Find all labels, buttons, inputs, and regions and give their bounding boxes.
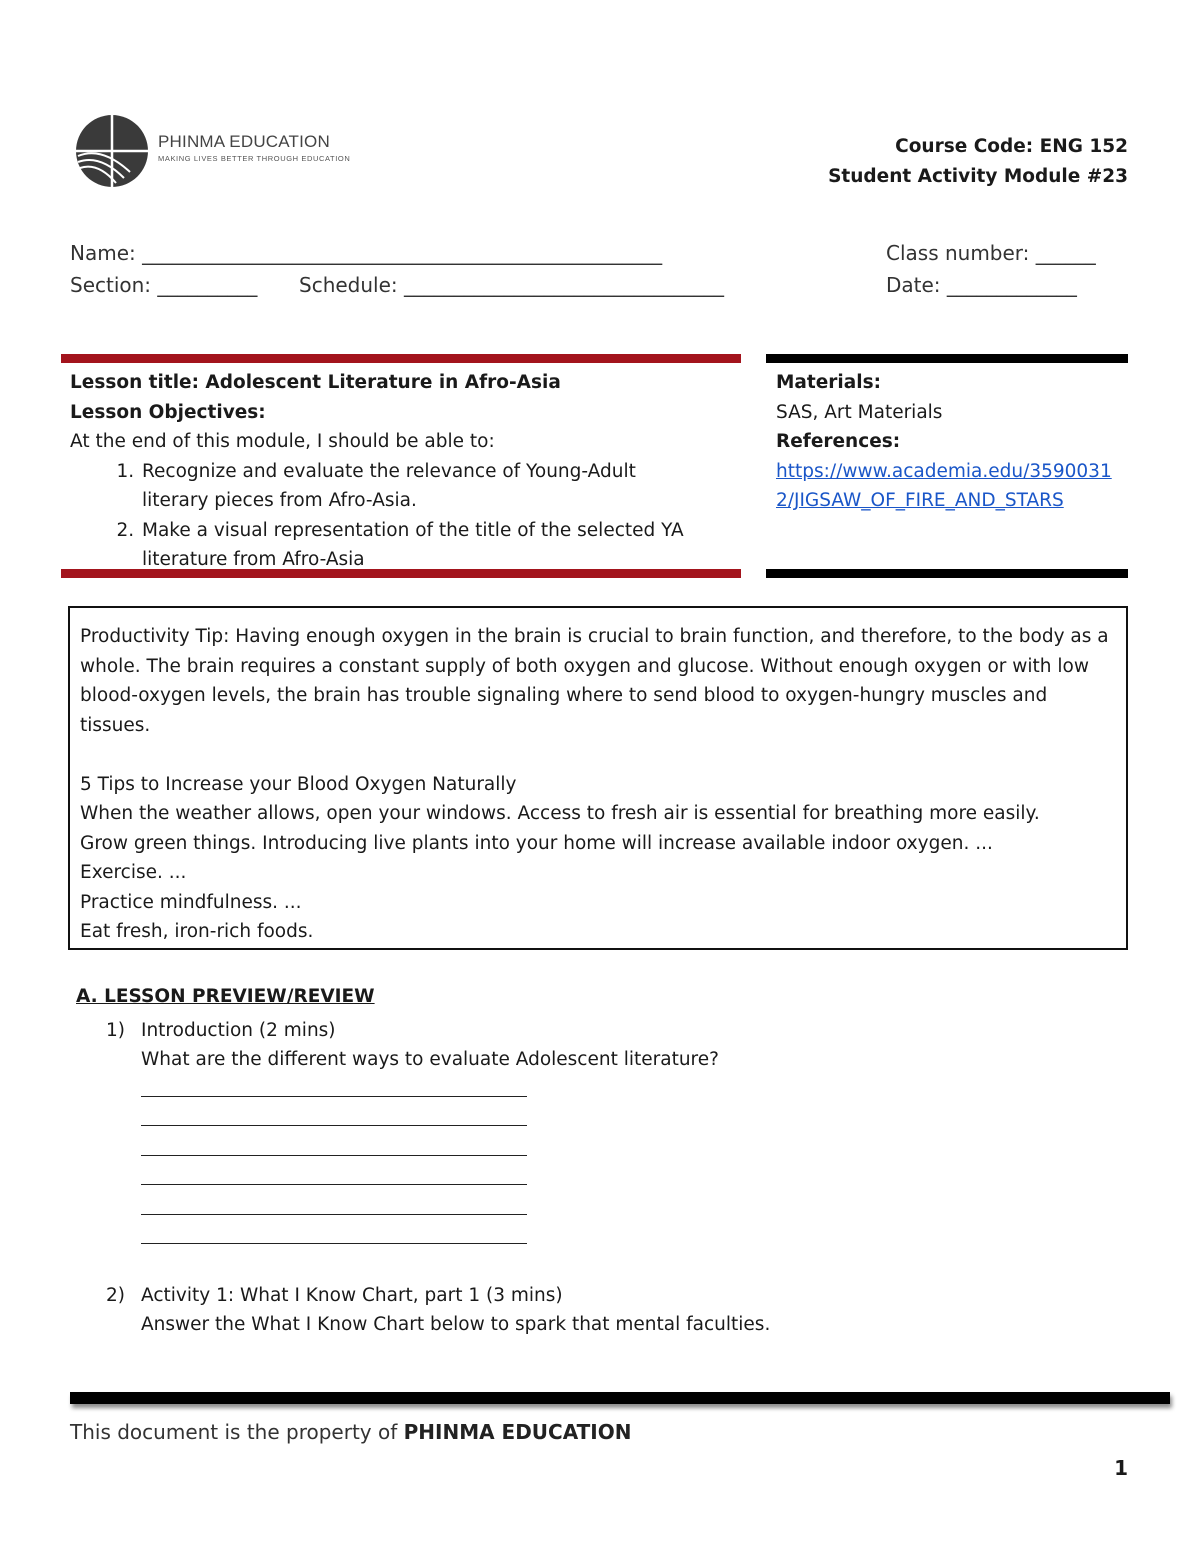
answer-line[interactable]	[141, 1155, 527, 1156]
logo-tagline: MAKING LIVES BETTER THROUGH EDUCATION	[158, 154, 351, 163]
references-label: References:	[776, 431, 901, 452]
tip-paragraph: Productivity Tip: Having enough oxygen in the brain is crucial to brain function, and therefore, to the body as a whole. The brain requires a constant supply of both oxygen and glucose. Without enough oxygen or with low blood-oxygen levels, the brain has trouble signaling where to send blood to oxygen-hungry muscles and tissues.	[80, 626, 1109, 736]
logo-name: PHINMA EDUCATION	[158, 132, 330, 151]
objective-item: 2. Make a visual representation of the title of the selected YA literature from Afro-Asia	[140, 516, 732, 575]
course-info	[828, 132, 1128, 192]
answer-line[interactable]	[141, 1243, 527, 1244]
tip-item: Grow green things. Introducing live plants into your home will increase available indoor oxygen. ...	[80, 832, 993, 854]
reference-link[interactable]: https://www.academia.edu/35900312/JIGSAW_OF_FIRE_AND_STARS	[776, 460, 1112, 511]
tip-item: Exercise. ...	[80, 862, 187, 883]
item-2-number: 2)	[106, 1285, 125, 1306]
schedule-field[interactable]: Schedule: ________________________________	[299, 273, 724, 297]
lesson-title: Lesson title: Adolescent Literature in Afro-Asia	[70, 372, 561, 393]
footer-bar	[70, 1392, 1170, 1404]
answer-line[interactable]	[141, 1184, 527, 1185]
materials-bottom-bar	[766, 569, 1128, 578]
item-2-text: Answer the What I Know Chart below to spark that mental faculties.	[141, 1314, 771, 1335]
objectives-intro: At the end of this module, I should be able to:	[70, 431, 495, 452]
answer-line[interactable]	[141, 1125, 527, 1126]
footer-owner: PHINMA EDUCATION	[403, 1420, 632, 1444]
date-field[interactable]: Date: _____________	[886, 273, 1077, 297]
answer-line[interactable]	[141, 1096, 527, 1097]
section-a-heading: A. LESSON PREVIEW/REVIEW	[76, 986, 375, 1007]
tip-list-title: 5 Tips to Increase your Blood Oxygen Naturally	[80, 773, 517, 795]
lesson-top-bar	[61, 354, 741, 363]
phinma-logo	[72, 112, 351, 190]
materials-block	[776, 368, 1126, 516]
course-code: Course Code: ENG 152	[895, 136, 1128, 157]
item-1-title: Introduction (2 mins)	[141, 1020, 336, 1041]
materials-top-bar	[766, 354, 1128, 363]
item-2-title: Activity 1: What I Know Chart, part 1 (3 mins)	[141, 1285, 563, 1306]
materials-label: Materials:	[776, 372, 881, 393]
footer-text	[70, 1420, 631, 1444]
footer-statement: This document is the property of	[70, 1420, 398, 1444]
materials-value: SAS, Art Materials	[776, 401, 943, 423]
item-1-question: What are the different ways to evaluate Adolescent literature?	[141, 1049, 719, 1070]
module-number: Student Activity Module #23	[828, 166, 1128, 187]
objectives-label: Lesson Objectives:	[70, 401, 266, 423]
page-number: 1	[1114, 1456, 1128, 1480]
objective-item: 1. Recognize and evaluate the relevance of Young-Adult literary pieces from Afro-Asia.	[140, 457, 702, 516]
logo-emblem-icon	[72, 112, 152, 190]
lesson-block	[70, 368, 740, 575]
productivity-tip-box	[68, 606, 1128, 950]
class-number-field[interactable]: Class number: ______	[886, 241, 1096, 265]
tip-item: When the weather allows, open your windows. Access to fresh air is essential for breathing more easily.	[80, 803, 1040, 824]
tip-item: Eat fresh, iron-rich foods.	[80, 921, 314, 942]
item-1-number: 1)	[106, 1020, 125, 1041]
section-field[interactable]: Section: __________	[70, 273, 258, 297]
tip-item: Practice mindfulness. ...	[80, 891, 302, 913]
objectives-list	[70, 457, 740, 575]
name-field[interactable]: Name: ____________________________________________________	[70, 241, 663, 265]
answer-line[interactable]	[141, 1214, 527, 1215]
